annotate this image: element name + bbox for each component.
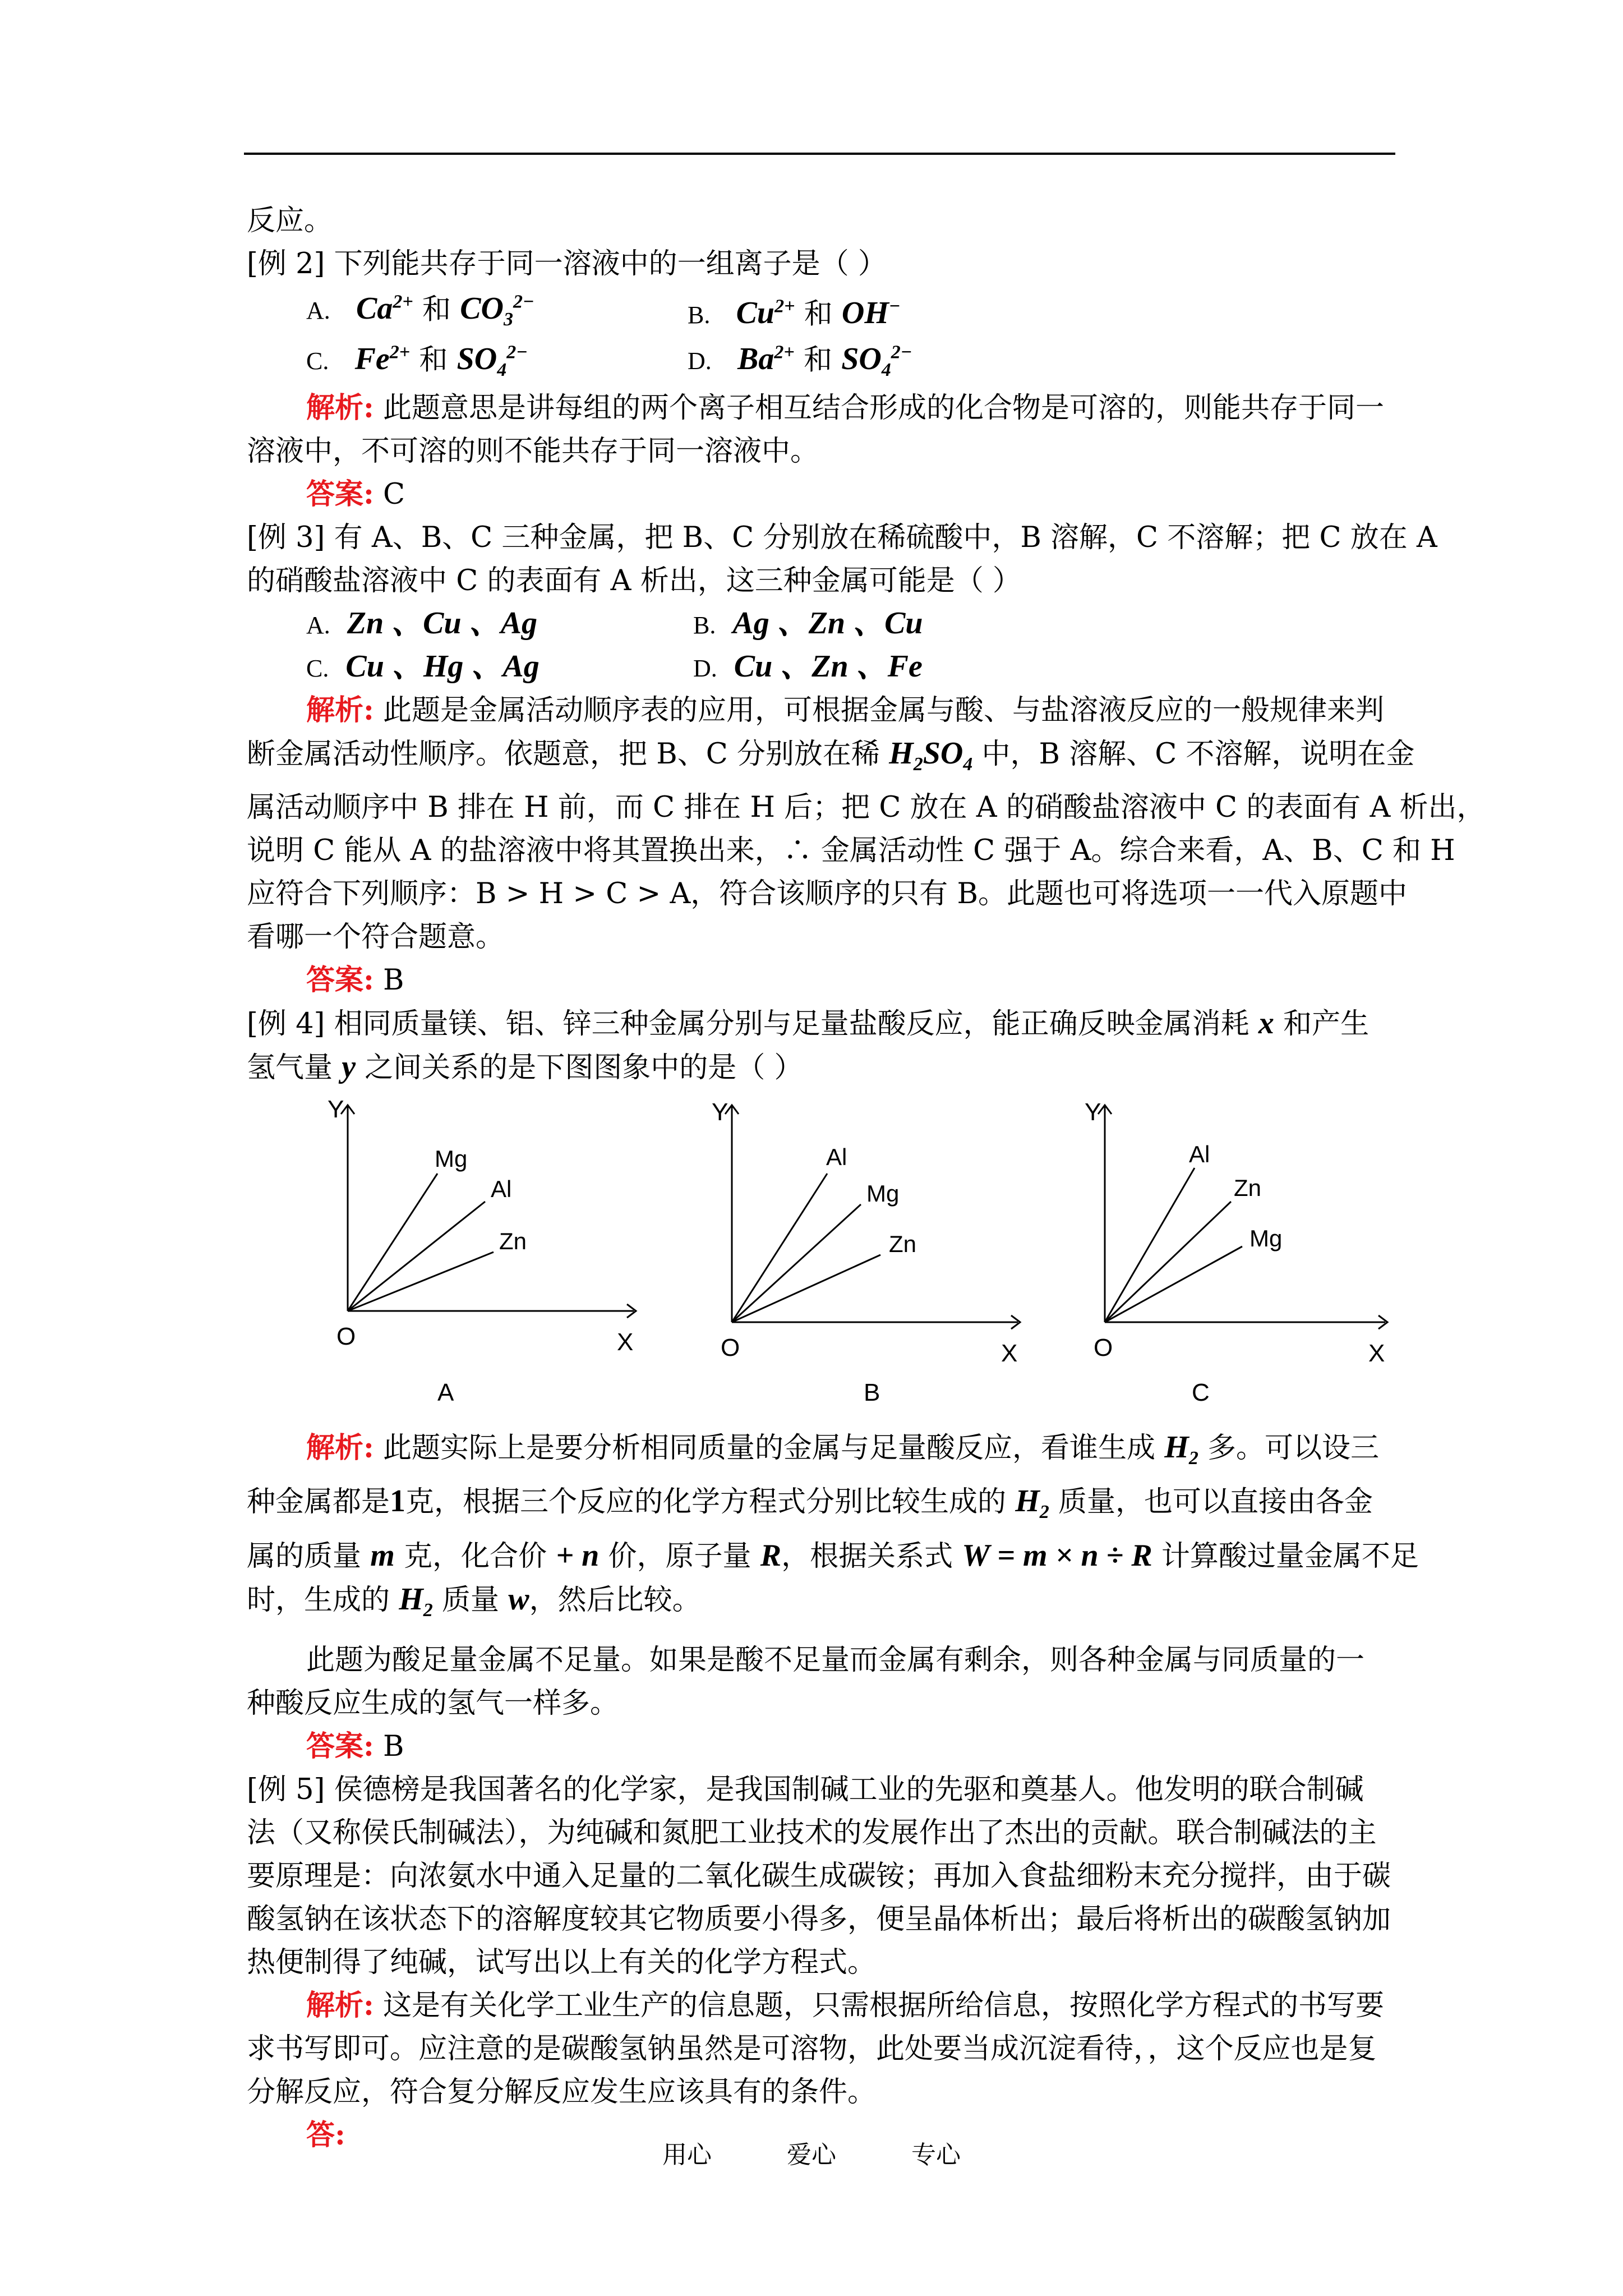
option-c — [306, 645, 693, 690]
variable: + n — [556, 1538, 600, 1573]
variable: y — [342, 1050, 356, 1085]
question-ex5-cont: 要原理是：向浓氨水中通入足量的二氧化碳生成碳铵；再加入食盐细粉末充分搅拌，由于碳 — [247, 1859, 1391, 1893]
option-letter: A. — [306, 611, 330, 639]
analysis — [247, 386, 1396, 430]
answer-value: B — [374, 1729, 404, 1763]
charge: 2− — [891, 342, 912, 363]
page-footer — [0, 2134, 1623, 2170]
ion: Ba — [737, 342, 774, 377]
series-label: Mg — [866, 1180, 900, 1207]
analysis-cont: 溶液中，不可溶的则不能共存于同一溶液中。 — [247, 435, 819, 468]
text: 质量，也可以直接由各金 — [1049, 1485, 1373, 1519]
analysis-text: 此题是金属活动顺序表的应用，可根据金属与酸、与盐溶液反应的一般规律来判 — [374, 694, 1385, 727]
analysis-cont — [247, 1480, 1396, 1534]
origin-label: O — [721, 1334, 740, 1362]
answer — [247, 1725, 1396, 1768]
conj: 和 — [804, 297, 833, 331]
origin-label: O — [336, 1323, 356, 1351]
charts-row — [247, 1095, 1396, 1426]
series-label: Zn — [889, 1231, 917, 1258]
subscript: 4 — [881, 360, 891, 381]
analysis-text: 这是有关化学工业生产的信息题，只需根据所给信息，按照化学方程式的书写要 — [374, 1989, 1385, 2022]
y-axis-label: Y — [712, 1098, 728, 1126]
graph-a — [328, 1096, 636, 1406]
analysis-cont: 属活动顺序中 B 排在 H 前，而 C 排在 H 后；把 C 放在 A 的硝酸盐溶液中 C 的表面有 A 析出， — [247, 791, 1486, 825]
subscript: 2 — [1188, 1448, 1198, 1469]
series-line-mg — [1105, 1246, 1242, 1322]
question-ex5-cont: 酸氢钠在该状态下的溶解度较其它物质要小得多，便呈晶体析出；最后将析出的碳酸氢钠加 — [247, 1902, 1391, 1936]
text: 和产生 — [1274, 1007, 1370, 1041]
subscript: 2 — [423, 1599, 433, 1621]
question-ex5-cont: 热便制得了纯碱，试写出以上有关的化学方程式。 — [247, 1945, 877, 1979]
question-ex5-cont: 法（又称侯氏制碱法），为纯碱和氮肥工业技术的发展作出了杰出的贡献。联合制碱法的主 — [247, 1816, 1377, 1849]
formula: H — [1015, 1484, 1040, 1519]
footer-text: 爱心 — [787, 2141, 836, 2169]
charge: 2+ — [774, 296, 795, 317]
paragraph: 反应。 — [247, 204, 333, 237]
variable: R — [760, 1538, 782, 1573]
paragraph-cont: 种酸反应生成的氢气一样多。 — [247, 1686, 619, 1720]
text: 氢气量 — [247, 1051, 342, 1085]
series-line-zn — [1105, 1202, 1231, 1322]
answer — [247, 959, 1396, 1002]
formula: W = m × n ÷ R — [962, 1538, 1152, 1573]
ion: CO — [460, 291, 504, 326]
analysis-text: 此题意思是讲每组的两个离子相互结合形成的化合物是可溶的，则能共存于同一 — [374, 392, 1385, 425]
origin-label: O — [1094, 1334, 1113, 1362]
text: 之间关系的是下图图象中的是（ ） — [356, 1051, 803, 1085]
series-line-al — [1105, 1168, 1195, 1322]
ion: OH — [841, 296, 889, 331]
formula: H — [399, 1581, 423, 1617]
analysis-cont — [247, 1534, 1419, 1578]
subscript: 2 — [1039, 1502, 1049, 1523]
option-letter: C. — [306, 347, 329, 375]
text: 属的质量 — [247, 1539, 371, 1573]
ion: SO — [841, 342, 882, 377]
analysis-cont: 应符合下列顺序：B > H > C > A，符合该顺序的只有 B。此题也可将选项一一代入原题中 — [247, 877, 1407, 911]
answer-label: 答案: — [306, 477, 374, 511]
ion: SO — [457, 342, 497, 377]
charge: − — [888, 296, 901, 317]
series-label: Al — [491, 1176, 512, 1203]
series-label: Al — [1189, 1141, 1210, 1168]
option-text: Cu 、Hg 、Ag — [345, 648, 540, 684]
graph-caption: A — [437, 1379, 454, 1407]
text: 多。可以设三 — [1198, 1432, 1380, 1465]
ion: Fe — [354, 342, 390, 377]
variable: m — [370, 1538, 395, 1573]
option-letter: A. — [306, 297, 330, 325]
graphs-figure — [247, 1095, 1396, 1426]
variable: x — [1258, 1006, 1274, 1041]
series-label: Mg — [1249, 1225, 1283, 1252]
text: [例 4] 相同质量镁、铝、锌三种金属分别与足量盐酸反应，能正确反映金属消耗 — [247, 1007, 1258, 1041]
question-ex2: [例 2] 下列能共存于同一溶液中的一组离子是（ ） — [247, 247, 887, 280]
analysis-cont — [247, 732, 1415, 786]
series-line-mg — [348, 1174, 437, 1311]
subscript: 4 — [497, 360, 507, 381]
text: 断金属活动性顺序。依题意，把 B、C 分别放在稀 — [247, 738, 889, 771]
option-text: Ag 、Zn 、Cu — [732, 605, 923, 641]
analysis-cont — [247, 1578, 1396, 1632]
variable: w — [508, 1581, 529, 1617]
answer-value: B — [374, 964, 404, 997]
graph-c — [1085, 1098, 1387, 1406]
option-letter: D. — [693, 654, 717, 682]
text: ，然后比较。 — [529, 1583, 701, 1617]
ion: Ca — [356, 291, 393, 326]
footer-text: 专心 — [911, 2141, 961, 2169]
option-b — [688, 285, 901, 337]
conj: 和 — [422, 293, 451, 326]
option-letter: B. — [688, 301, 711, 329]
ion: Cu — [736, 296, 775, 331]
graph-b — [712, 1098, 1020, 1406]
text: 克，根据三个反应的化学方程式分别比较生成的 — [405, 1485, 1016, 1519]
number: 1 — [390, 1484, 406, 1519]
analysis — [247, 1984, 1396, 2027]
text: 质量 — [432, 1583, 509, 1617]
series-label: Zn — [1234, 1175, 1262, 1202]
analysis-cont: 看哪一个符合题意。 — [247, 921, 505, 954]
options-row — [247, 602, 1396, 646]
analysis-cont: 说明 C 能从 A 的盐溶液中将其置换出来，∴ 金属活动性 C 强于 A。综合来看，A、B、C 和 H — [247, 834, 1455, 868]
text: 计算酸过量金属不足 — [1152, 1539, 1419, 1573]
option-text: Cu 、Zn 、Fe — [734, 648, 923, 684]
options-row — [247, 286, 1396, 336]
question-ex3-cont: 的硝酸盐溶液中 C 的表面有 A 析出，这三种金属可能是（ ） — [247, 564, 1021, 597]
analysis-label: 解析: — [306, 693, 374, 727]
option-a — [306, 602, 693, 647]
question-ex3: [例 3] 有 A、B、C 三种金属，把 B、C 分别放在稀硫酸中，B 溶解，C 不溶解；把 C 放在 A — [247, 521, 1437, 554]
series-line-al — [348, 1202, 485, 1311]
graph-caption: B — [864, 1379, 880, 1407]
question-ex5: [例 5] 侯德榜是我国著名的化学家，是我国制碱工业的先驱和奠基人。他发明的联合制碱 — [247, 1773, 1364, 1806]
conj: 和 — [419, 343, 448, 377]
text: 克，化合价 — [394, 1539, 556, 1573]
option-b — [693, 602, 923, 647]
options-row — [247, 336, 1396, 386]
option-d — [693, 645, 923, 690]
subscript: 2 — [913, 754, 923, 775]
charge: 2+ — [774, 342, 795, 363]
series-line-zn — [348, 1252, 494, 1311]
x-axis-label: X — [617, 1328, 634, 1356]
formula: SO — [923, 736, 963, 771]
series-label: Zn — [499, 1228, 527, 1255]
footer-text: 用心 — [662, 2141, 712, 2169]
answer-label: 答案: — [306, 1729, 374, 1763]
question-ex4 — [247, 1002, 1396, 1046]
series-label: Mg — [435, 1145, 468, 1172]
subscript: 3 — [503, 309, 513, 330]
text: 时，生成的 — [247, 1583, 399, 1617]
header-rule — [244, 153, 1395, 155]
charge: 2+ — [393, 291, 413, 312]
analysis — [247, 1426, 1396, 1480]
charge: 2− — [513, 291, 534, 312]
document-body — [247, 199, 1486, 2157]
formula: H — [1164, 1430, 1189, 1465]
option-letter: C. — [306, 654, 329, 682]
option-letter: D. — [688, 347, 712, 375]
charge: 2− — [506, 342, 528, 363]
x-axis-label: X — [1368, 1340, 1385, 1368]
option-text: Zn 、Cu 、Ag — [347, 605, 537, 641]
formula: H — [889, 736, 914, 771]
analysis-cont: 求书写即可。应注意的是碳酸氢钠虽然是可溶物，此处要当成沉淀看待，，这个反应也是复 — [247, 2032, 1377, 2065]
options-row — [247, 646, 1396, 689]
paragraph: 此题为酸足量金属不足量。如果是酸不足量而金属有剩余，则各种金属与同质量的一 — [306, 1643, 1365, 1677]
option-letter: B. — [693, 611, 716, 639]
option-c — [306, 331, 688, 392]
analysis-label: 解析: — [306, 1431, 374, 1465]
text: ，根据关系式 — [781, 1539, 962, 1573]
text: 价，原子量 — [599, 1539, 760, 1573]
question-ex4-cont — [247, 1046, 1396, 1089]
option-d — [688, 331, 912, 392]
charge: 2+ — [389, 342, 411, 363]
text: 种金属都是 — [247, 1485, 390, 1519]
x-axis-label: X — [1001, 1340, 1018, 1368]
text: 此题实际上是要分析相同质量的金属与足量酸反应，看谁生成 — [374, 1432, 1165, 1465]
subscript: 4 — [963, 754, 973, 775]
analysis-label: 解析: — [306, 391, 374, 425]
analysis — [247, 689, 1396, 732]
text: 中，B 溶解、C 不溶解，说明在金 — [972, 738, 1415, 771]
answer-label: 答: — [306, 2118, 345, 2152]
answer-label: 答案: — [306, 963, 374, 997]
y-axis-label: Y — [1085, 1098, 1101, 1126]
graph-caption: C — [1192, 1379, 1210, 1407]
answer — [247, 473, 1396, 516]
y-axis-label: Y — [328, 1096, 344, 1124]
conj: 和 — [803, 343, 832, 377]
answer-value: C — [374, 478, 405, 511]
analysis-label: 解析: — [306, 1988, 374, 2022]
series-label: Al — [826, 1144, 847, 1171]
analysis-cont: 分解反应，符合复分解反应发生应该具有的条件。 — [247, 2075, 877, 2109]
